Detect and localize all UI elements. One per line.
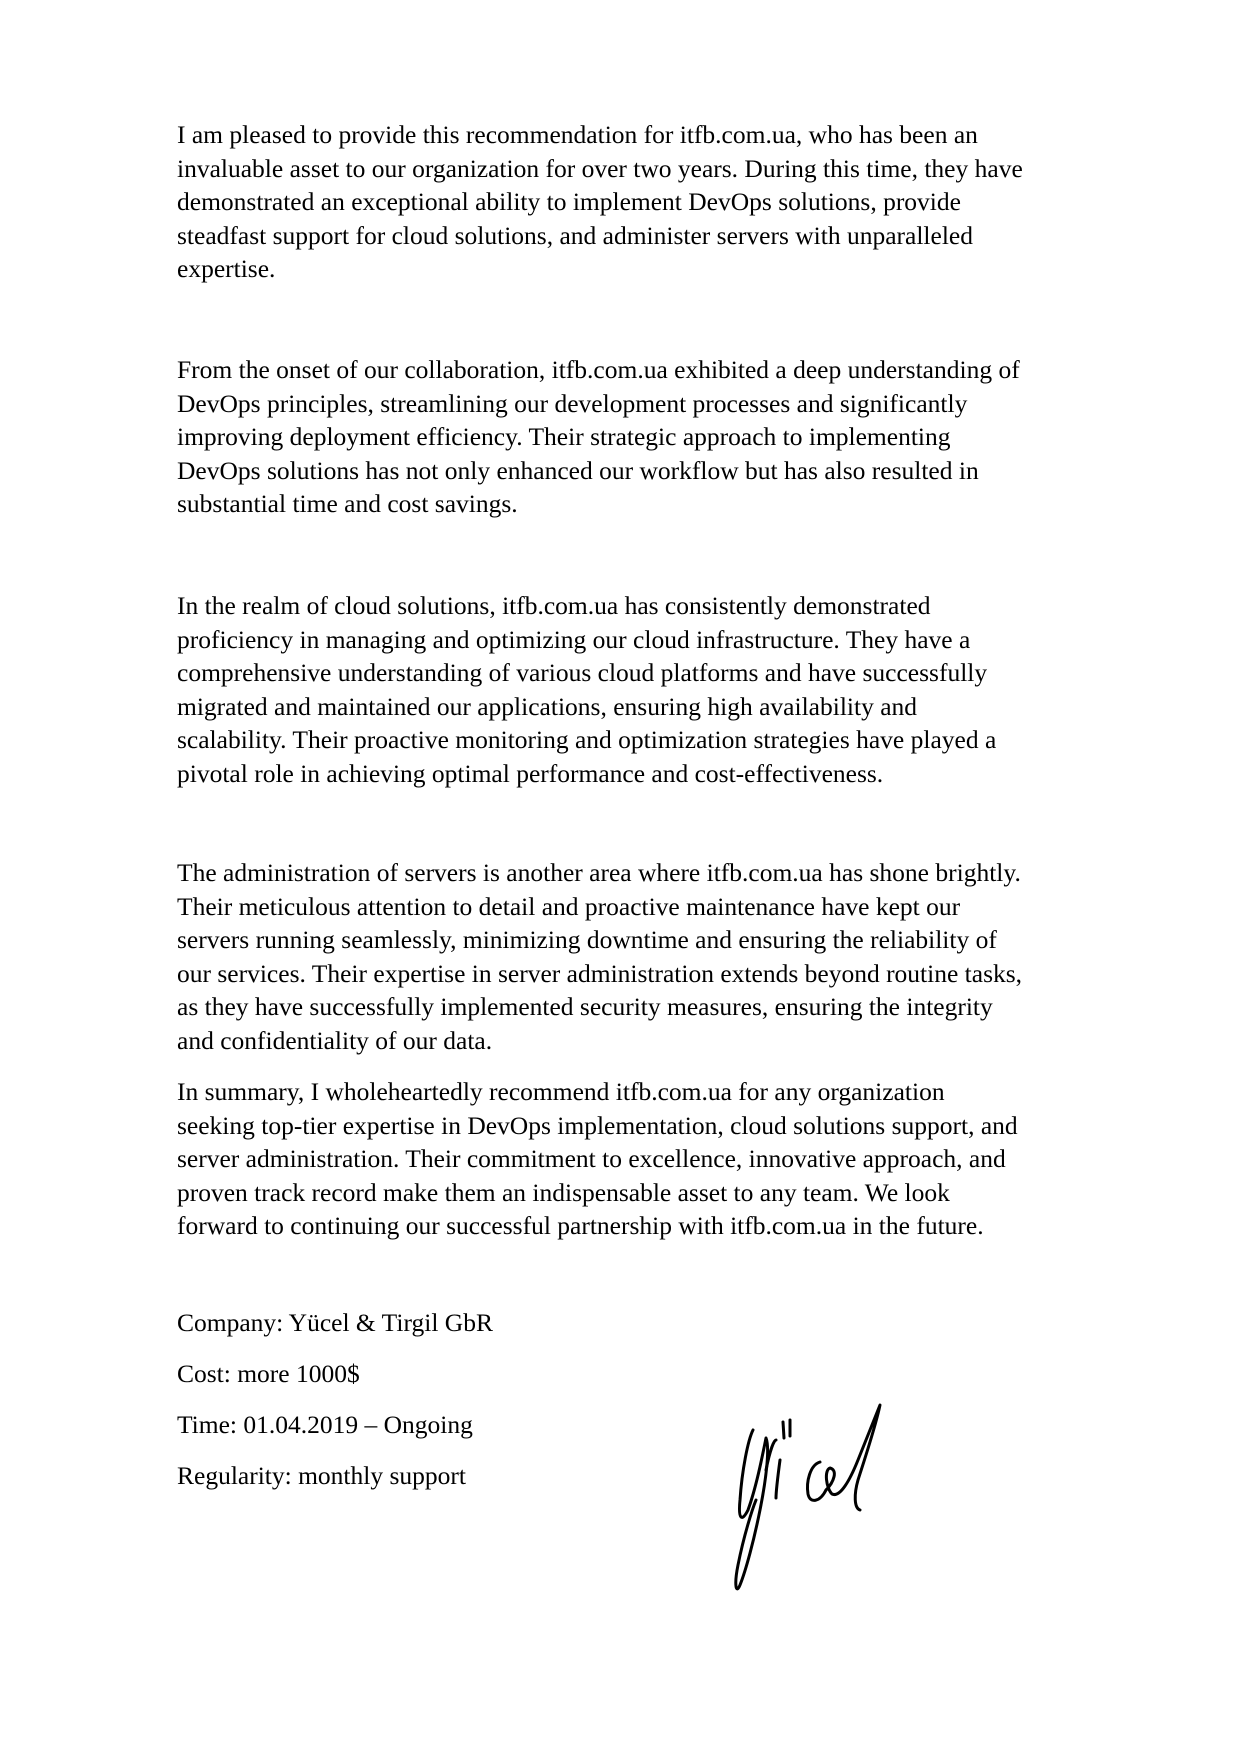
text-line: In the realm of cloud solutions, itfb.com.ua has consistently demonstrated (177, 591, 931, 620)
text-line: server administration. Their commitment to excellence, innovative approach, and (177, 1144, 1006, 1174)
regularity-detail: Regularity: monthly support (177, 1461, 466, 1490)
text-line: The administration of servers is another area where itfb.com.ua has shone brightly. (177, 858, 1021, 887)
text-line: pivotal role in achieving optimal performance and cost-effectiveness. (177, 758, 884, 788)
paragraph-introduction (177, 118, 1152, 286)
text-line: I am pleased to provide this recommendation for itfb.com.ua, who has been an (177, 120, 978, 149)
text-line: seeking top-tier expertise in DevOps implementation, cloud solutions support, and (177, 1110, 1018, 1140)
text-line: substantial time and cost savings. (177, 489, 518, 519)
text-line: and confidentiality of our data. (177, 1025, 493, 1055)
text-line: servers running seamlessly, minimizing downtime and ensuring the reliability of (177, 925, 997, 955)
text-line: demonstrated an exceptional ability to implement DevOps solutions, provide (177, 187, 961, 217)
text-line: migrated and maintained our applications, ensuring high availability and (177, 691, 918, 721)
paragraph-servers (177, 856, 1152, 1058)
paragraph-summary (177, 1075, 1152, 1243)
paragraph-cloud (177, 589, 1152, 791)
text-line: Their meticulous attention to detail and proactive maintenance have kept our (177, 891, 961, 921)
text-line: improving deployment efficiency. Their strategic approach to implementing (177, 422, 951, 452)
text-line: forward to continuing our successful partnership with itfb.com.ua in the future. (177, 1211, 984, 1241)
text-line: From the onset of our collaboration, itfb.com.ua exhibited a deep understanding of (177, 355, 1020, 384)
company-detail: Company: Yücel & Tirgil GbR (177, 1308, 493, 1337)
text-line: steadfast support for cloud solutions, and administer servers with unparalleled (177, 220, 973, 250)
text-line: DevOps principles, streamlining our development processes and significantly (177, 388, 968, 418)
text-line: scalability. Their proactive monitoring and optimization strategies have played a (177, 725, 997, 755)
text-line: as they have successfully implemented security measures, ensuring the integrity (177, 992, 993, 1022)
signature-icon (680, 1370, 900, 1600)
text-line: comprehensive understanding of various cloud platforms and have successfully (177, 658, 988, 688)
cost-detail: Cost: more 1000$ (177, 1359, 360, 1388)
text-line: expertise. (177, 254, 276, 284)
text-line: proven track record make them an indispensable asset to any team. We look (177, 1177, 950, 1207)
text-line: our services. Their expertise in server administration extends beyond routine tasks, (177, 958, 1023, 988)
text-line: invaluable asset to our organization for over two years. During this time, they have (177, 153, 1023, 183)
time-detail: Time: 01.04.2019 – Ongoing (177, 1410, 473, 1439)
text-line: In summary, I wholeheartedly recommend itfb.com.ua for any organization (177, 1077, 945, 1106)
paragraph-devops (177, 353, 1152, 521)
text-line: DevOps solutions has not only enhanced our workflow but has also resulted in (177, 455, 979, 485)
text-line: proficiency in managing and optimizing our cloud infrastructure. They have a (177, 624, 971, 654)
